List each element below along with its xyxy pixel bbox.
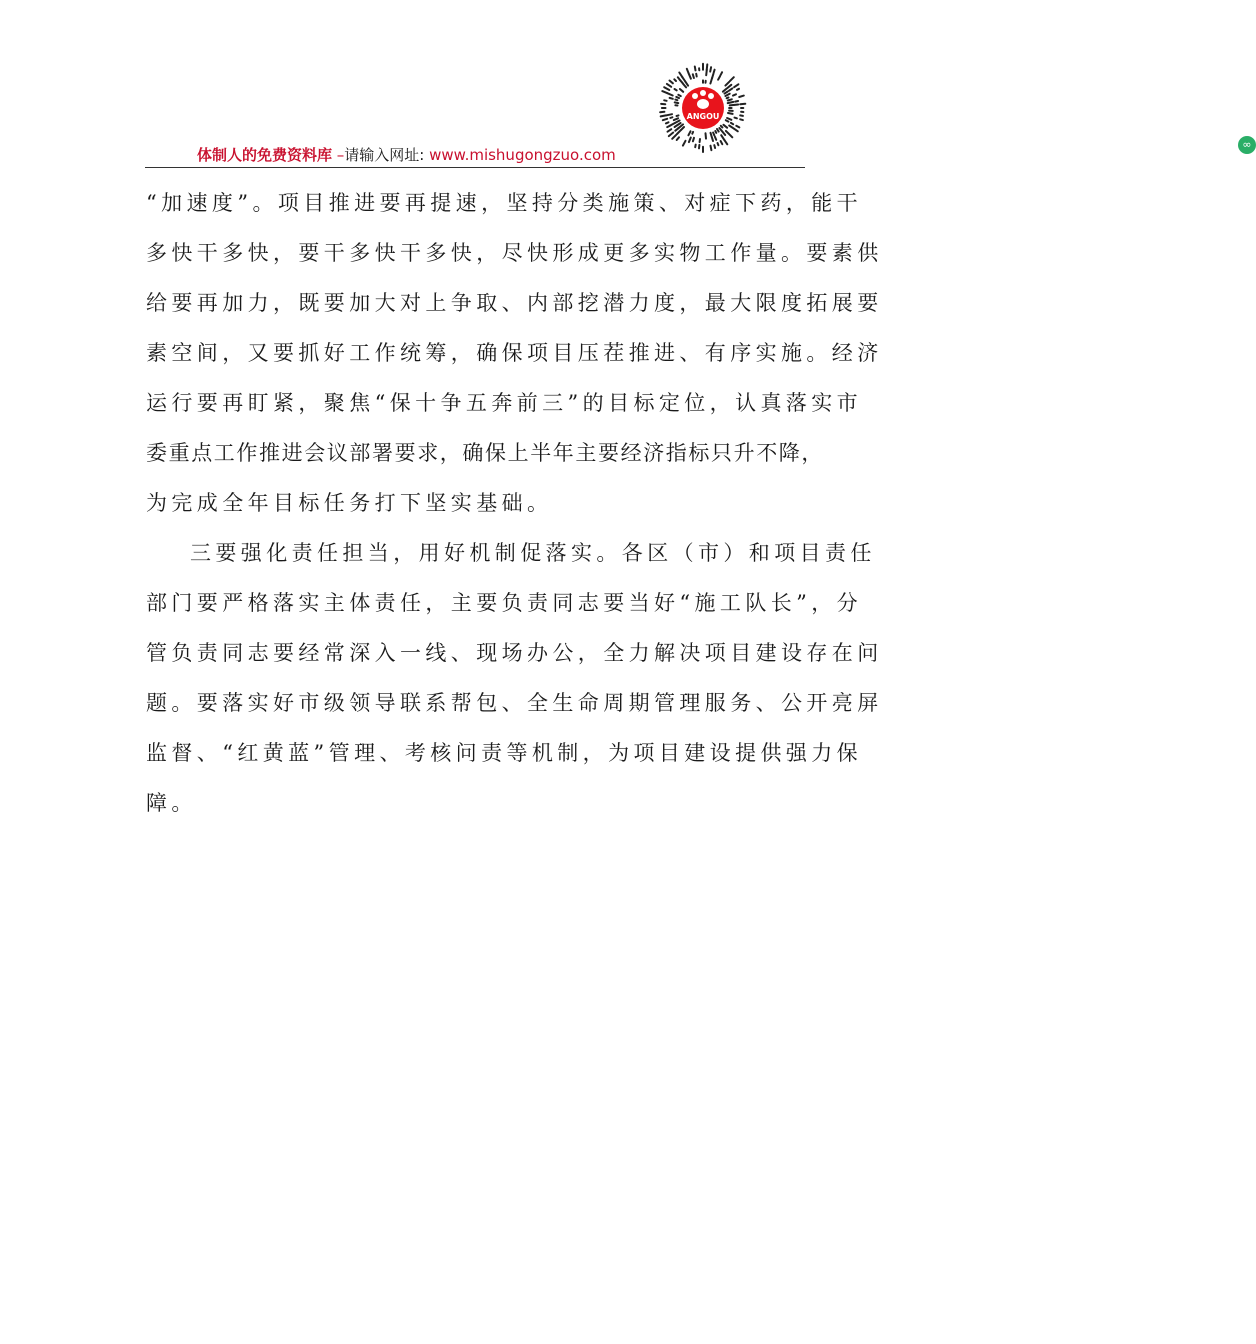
brand-text: 体制人的免费资料库 <box>197 146 333 164</box>
text-line: 管负责同志要经常深入一线、现场办公，全力解决项目建设存在问 <box>146 641 883 665</box>
text-line: 为完成全年目标任务打下坚实基础。 <box>146 491 553 515</box>
text-line: 障。 <box>146 791 197 815</box>
text-line: 多快干多快，要干多快干多快，尽快形成更多实物工作量。要素供 <box>146 241 883 265</box>
page-header <box>145 60 1252 168</box>
text-line: 素空间，又要抓好工作统筹，确保项目压茬推进、有序实施。经济 <box>146 341 883 365</box>
text-line: 三要强化责任担当，用好机制促落实。各区（市）和项目责任 <box>190 541 876 565</box>
text-line: 运行要再盯紧，聚焦“保十争五奔前三”的目标定位，认真落实市 <box>146 391 863 415</box>
paragraph <box>146 178 883 528</box>
text-line: 委重点工作推进会议部署要求，确保上半年主要经济指标只升不降， <box>146 441 824 465</box>
text-line: 部门要严格落实主体责任，主要负责同志要当好“施工队长”，分 <box>146 591 863 615</box>
header-banner <box>197 144 616 165</box>
separator: – <box>332 146 345 164</box>
document-body <box>146 178 883 828</box>
mini-program-icon: ∞ <box>1238 136 1256 154</box>
header-divider <box>145 167 805 168</box>
text-line: “加速度”。项目推进要再提速，坚持分类施策、对症下药，能干 <box>146 191 863 215</box>
qr-code-icon <box>657 62 749 154</box>
text-line: 给要再加力，既要加大对上争取、内部挖潜力度，最大限度拓展要 <box>146 291 883 315</box>
text-line: 监督、“红黄蓝”管理、考核问责等机制，为项目建设提供强力保 <box>146 741 863 765</box>
website-link[interactable]: www.mishugongzuo.com <box>429 146 616 164</box>
url-prompt: 请输入网址: <box>344 146 425 164</box>
mini-program-qr-code <box>657 62 1252 154</box>
qr-logo-text: ANGOU <box>686 112 720 121</box>
text-line: 题。要落实好市级领导联系帮包、全生命周期管理服务、公开亮屏 <box>146 691 883 715</box>
paragraph <box>146 528 883 828</box>
